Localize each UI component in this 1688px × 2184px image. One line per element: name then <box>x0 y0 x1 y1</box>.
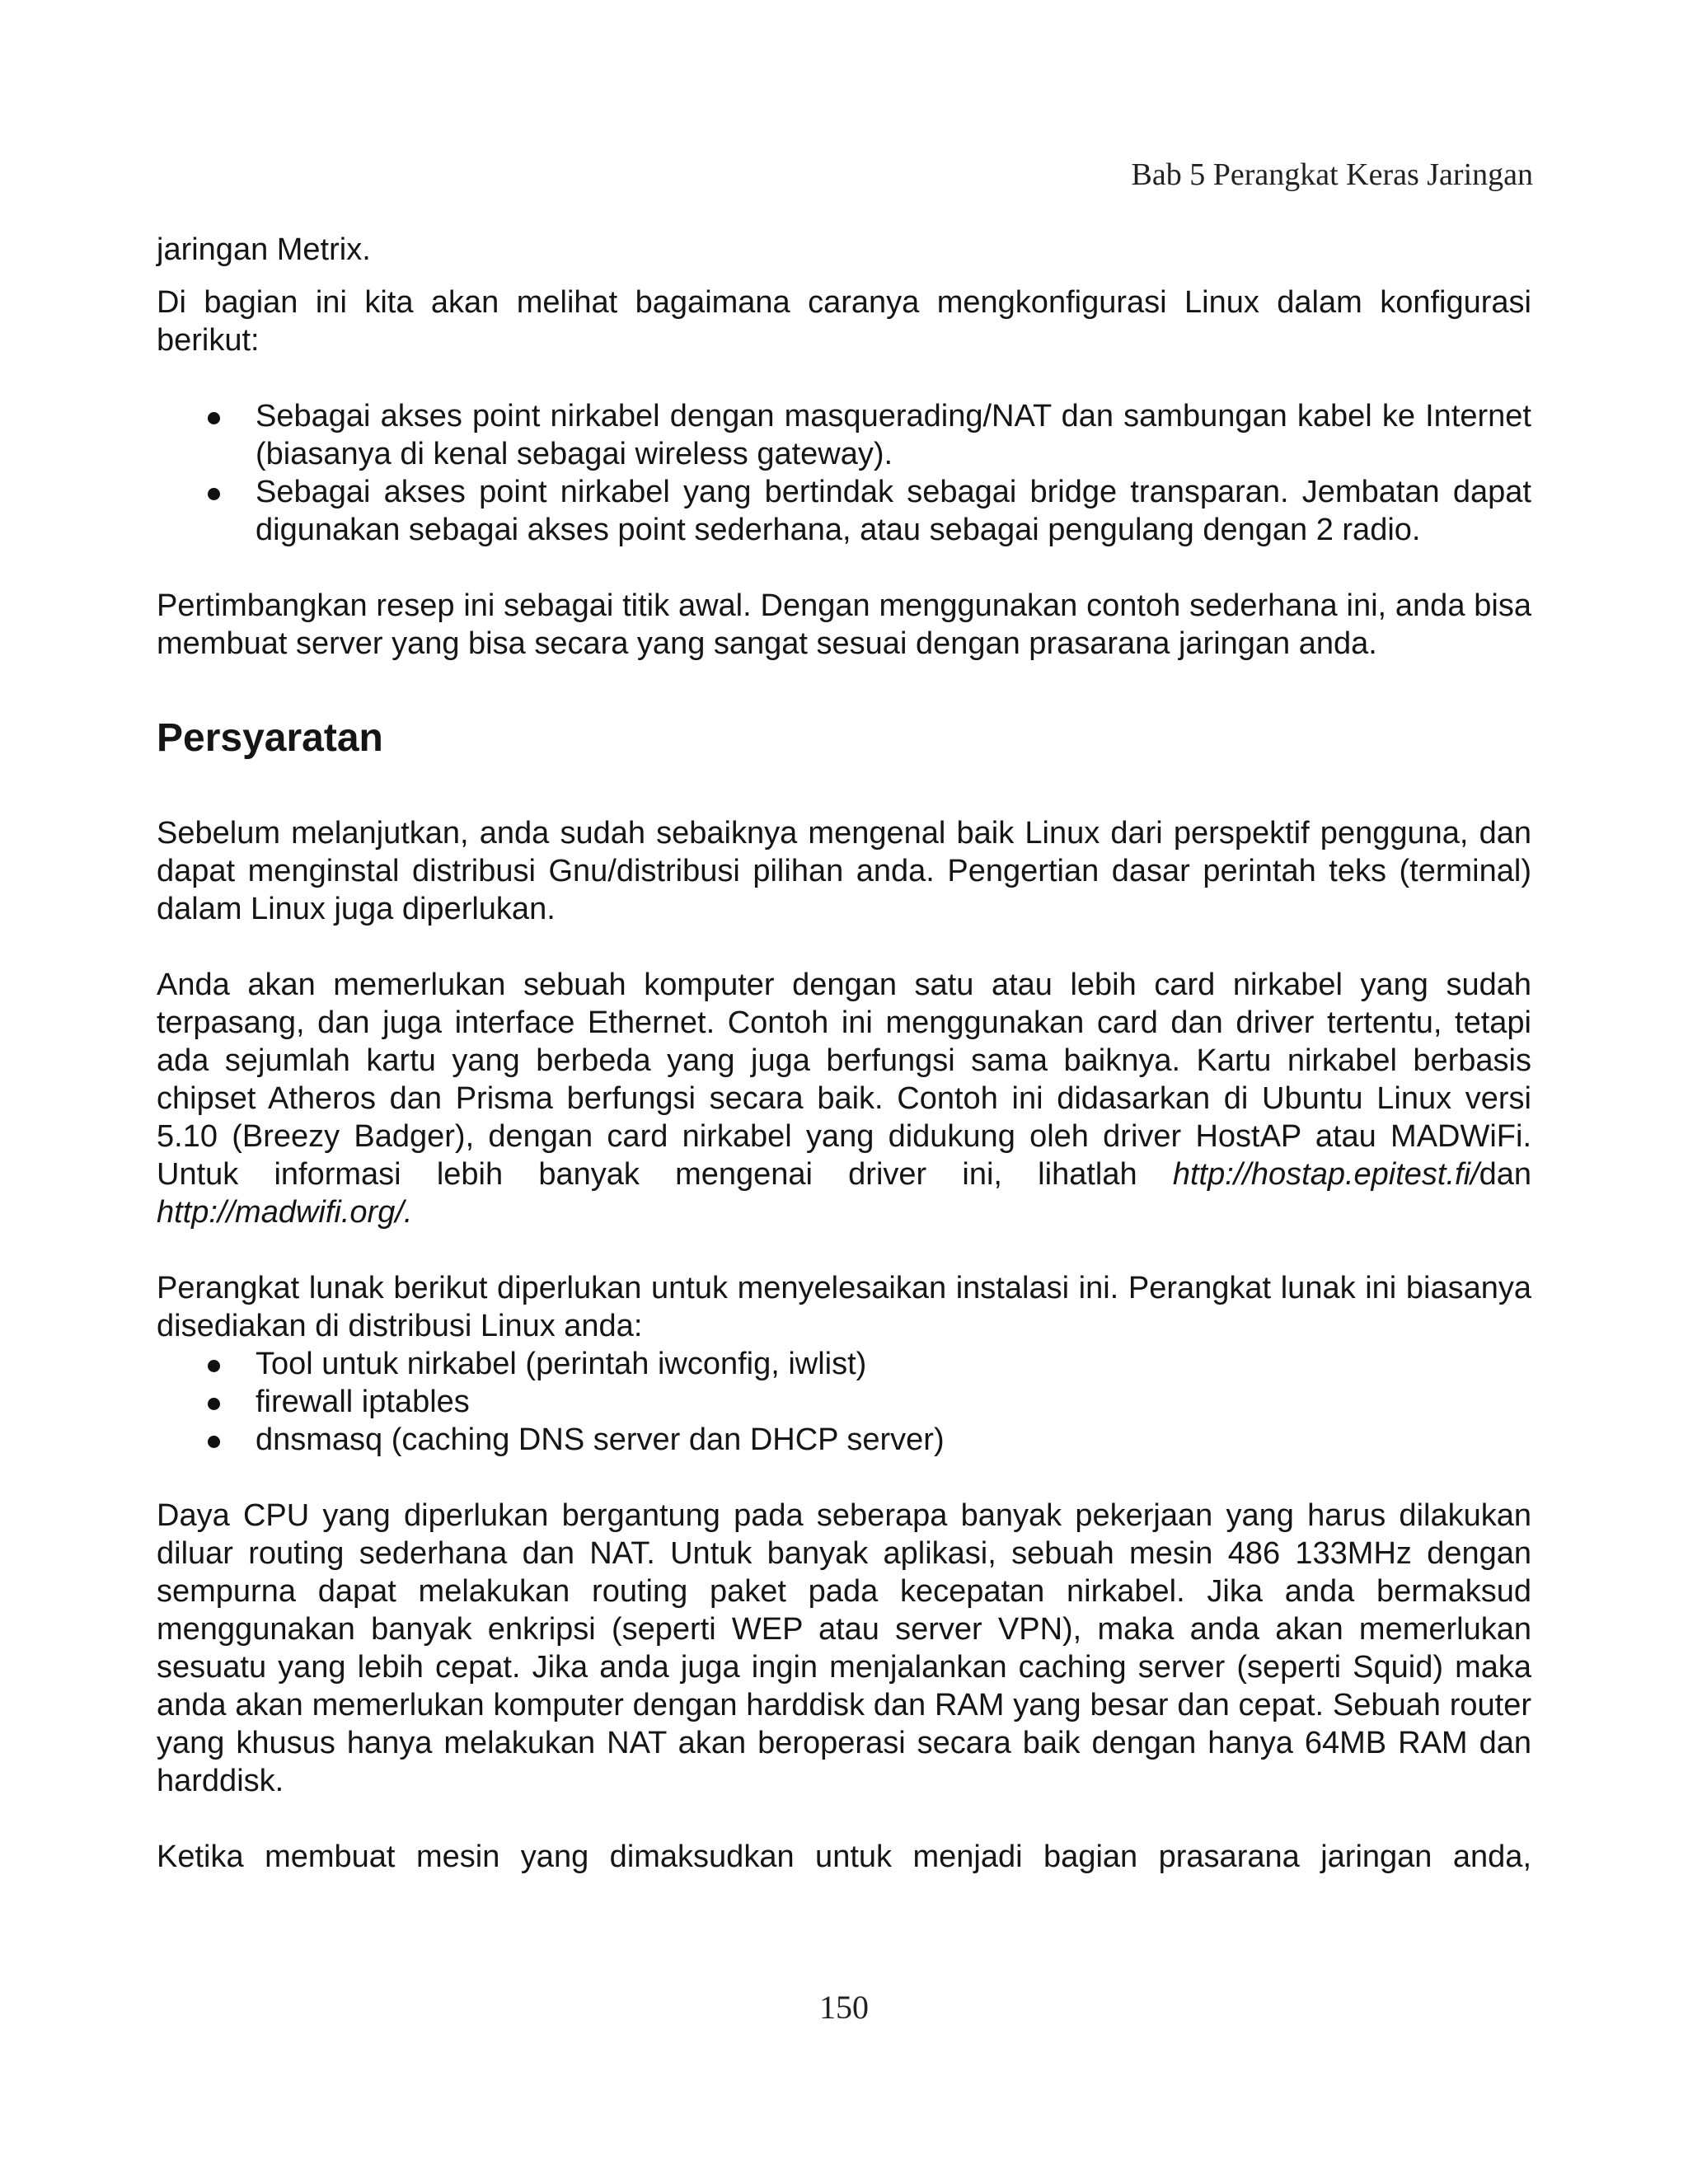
hardware-connector: dan <box>1479 1157 1532 1192</box>
list-item: Sebagai akses point nirkabel dengan masquerading/NAT dan sambungan kabel ke Internet (biasanya di kenal sebagai wireless gateway). <box>157 397 1531 473</box>
closing-fragment: Ketika membuat mesin yang dimaksudkan untuk menjadi bagian prasarana jaringan anda, <box>157 1840 1531 1874</box>
list-item: dnsmasq (caching DNS server dan DHCP server) <box>157 1421 1531 1459</box>
running-header: Bab 5 Perangkat Keras Jaringan <box>1131 157 1533 192</box>
hardware-paragraph <box>157 966 1531 1231</box>
madwifi-link[interactable]: http://madwifi.org/. <box>157 1195 413 1230</box>
hostap-link[interactable]: http://hostap.epitest.fi/ <box>1172 1157 1479 1192</box>
software-list <box>157 1345 1531 1459</box>
software-paragraph: Perangkat lunak berikut diperlukan untuk menyelesaikan instalasi ini. Perangkat lunak ini biasanya disediakan di distribusi Linux anda: <box>157 1271 1531 1343</box>
config-list <box>157 397 1531 549</box>
intro-continuation: jaringan Metrix. <box>157 232 371 267</box>
cpu-paragraph: Daya CPU yang diperlukan bergantung pada seberapa banyak pekerjaan yang harus dilakukan diluar routing sederhana dan NAT. Untuk banyak aplikasi, sebuah mesin 486 133MHz dengan sempurna dapat melakukan routing paket pada kecepatan nirkabel. Jika anda bermaksud menggunakan banyak enkripsi (seperti WEP atau server VPN), maka anda akan memerlukan sesuatu yang lebih cepat. Jika anda juga ingin menjalankan caching server (seperti Squid) maka anda akan memerlukan komputer dengan harddisk dan RAM yang besar dan cepat. Sebuah router yang khusus hanya melakukan NAT akan beroperasi secara baik dengan hanya 64MB RAM dan harddisk. <box>157 1498 1531 1798</box>
list-item: Tool untuk nirkabel (perintah iwconfig, iwlist) <box>157 1345 1531 1383</box>
requirements-paragraph: Sebelum melanjutkan, anda sudah sebaiknya mengenal baik Linux dari perspektif pengguna, dan dapat menginstal distribusi Gnu/distribusi pilihan anda. Pengertian dasar perintah teks (terminal) dalam Linux juga diperlukan. <box>157 816 1531 926</box>
intro-paragraph: Di bagian ini kita akan melihat bagaimana caranya mengkonfigurasi Linux dalam konfigurasi berikut: <box>157 285 1531 358</box>
section-heading: Persyaratan <box>157 716 383 760</box>
list-item: firewall iptables <box>157 1383 1531 1421</box>
page-body <box>157 231 1531 1876</box>
list-item: Sebagai akses point nirkabel yang bertindak sebagai bridge transparan. Jembatan dapat digunakan sebagai akses point sederhana, atau sebagai pengulang dengan 2 radio. <box>157 473 1531 549</box>
page-number: 150 <box>819 1989 869 2026</box>
recipe-paragraph: Pertimbangkan resep ini sebagai titik awal. Dengan menggunakan contoh sederhana ini, anda bisa membuat server yang bisa secara yang sangat sesuai dengan prasarana jaringan anda. <box>157 588 1531 661</box>
hardware-text: Anda akan memerlukan sebuah komputer dengan satu atau lebih card nirkabel yang sudah terpasang, dan juga interface Ethernet. Contoh ini menggunakan card dan driver tertentu, tetapi ada sejumlah kartu yang berbeda yang juga berfungsi sama baiknya. Kartu nirkabel berbasis chipset Atheros dan Prisma berfungsi secara baik. Contoh ini didasarkan di Ubuntu Linux versi 5.10 (Breezy Badger), dengan card nirkabel yang didukung oleh driver HostAP atau MADWiFi. Untuk informasi lebih banyak mengenai driver ini, lihatlah <box>157 968 1531 1192</box>
